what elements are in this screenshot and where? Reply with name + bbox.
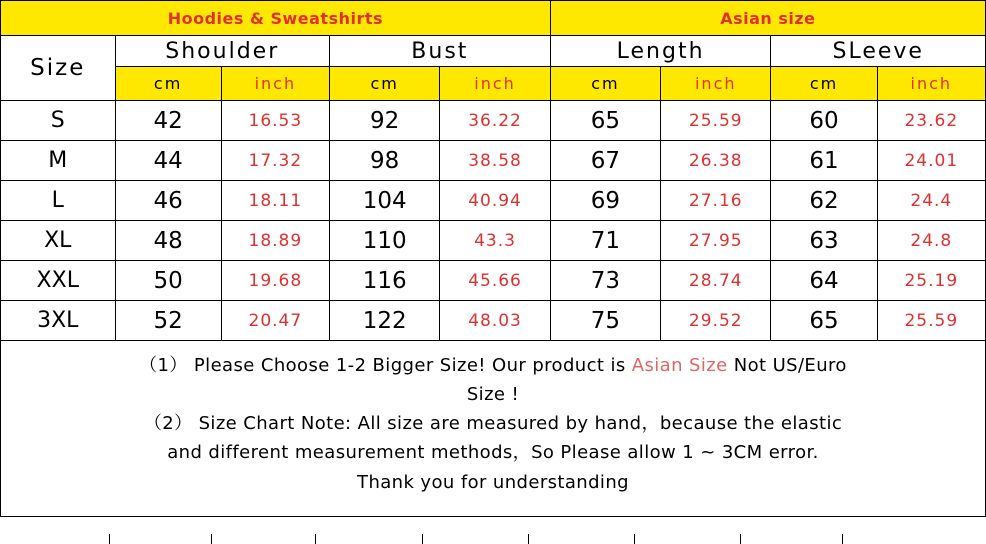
cell-bust-inch: 36.22 <box>440 101 550 141</box>
cell-sleeve-cm: 62 <box>771 181 877 221</box>
table-row <box>1 181 986 221</box>
cell-length-cm: 69 <box>550 181 660 221</box>
cell-sleeve-cm: 61 <box>771 141 877 181</box>
note-1-text-b: Not US/Euro <box>727 355 847 376</box>
cell-shoulder-cm: 44 <box>115 141 221 181</box>
cell-sleeve-cm: 64 <box>771 261 877 301</box>
cell-length-inch: 26.38 <box>661 141 771 181</box>
row-size-label: 3XL <box>1 301 116 341</box>
cell-shoulder-cm: 50 <box>115 261 221 301</box>
row-size-label: XXL <box>1 261 116 301</box>
table-row <box>1 221 986 261</box>
cell-length-inch: 27.16 <box>661 181 771 221</box>
banner-row <box>1 1 986 36</box>
header-group-bust: Bust <box>329 36 550 67</box>
header-group-sleeve: SLeeve <box>771 36 986 67</box>
cell-sleeve-inch: 25.19 <box>877 261 985 301</box>
cell-length-cm: 75 <box>550 301 660 341</box>
cell-sleeve-inch: 25.59 <box>877 301 985 341</box>
cell-bust-cm: 92 <box>329 101 439 141</box>
cell-sleeve-inch: 24.01 <box>877 141 985 181</box>
row-size-label: S <box>1 101 116 141</box>
unit-sleeve-inch: inch <box>877 67 985 101</box>
bottom-seg <box>315 534 421 544</box>
header-size: Size <box>1 36 116 101</box>
bottom-edge-strip <box>0 534 986 544</box>
bottom-seg <box>109 534 211 544</box>
cell-bust-cm: 98 <box>329 141 439 181</box>
bottom-seg <box>211 534 315 544</box>
cell-shoulder-cm: 52 <box>115 301 221 341</box>
cell-bust-inch: 45.66 <box>440 261 550 301</box>
note-line-4: and different measurement methods，So Please allow 1 ~ 3CM error. <box>167 442 819 464</box>
cell-shoulder-inch: 18.89 <box>221 221 329 261</box>
cell-sleeve-inch: 23.62 <box>877 101 985 141</box>
cell-bust-inch: 48.03 <box>440 301 550 341</box>
bottom-seg <box>842 534 986 544</box>
table-row <box>1 301 986 341</box>
cell-bust-inch: 43.3 <box>440 221 550 261</box>
unit-bust-inch: inch <box>440 67 550 101</box>
unit-length-inch: inch <box>661 67 771 101</box>
cell-shoulder-cm: 46 <box>115 181 221 221</box>
cell-shoulder-inch: 20.47 <box>221 301 329 341</box>
bottom-seg <box>528 534 634 544</box>
unit-shoulder-inch: inch <box>221 67 329 101</box>
note-1-text-a: （1） Please Choose 1-2 Bigger Size! Our product is <box>139 355 632 376</box>
cell-shoulder-inch: 16.53 <box>221 101 329 141</box>
header-group-shoulder: Shoulder <box>115 36 329 67</box>
cell-length-inch: 28.74 <box>661 261 771 301</box>
banner-title-right: Asian size <box>550 1 985 36</box>
cell-sleeve-cm: 63 <box>771 221 877 261</box>
note-line-2: Size ! <box>466 384 520 406</box>
cell-bust-inch: 38.58 <box>440 141 550 181</box>
table-row <box>1 101 986 141</box>
cell-shoulder-inch: 17.32 <box>221 141 329 181</box>
notes-block <box>0 341 986 517</box>
cell-bust-cm: 116 <box>329 261 439 301</box>
row-size-label: XL <box>1 221 116 261</box>
group-header-row <box>1 36 986 67</box>
cell-length-cm: 71 <box>550 221 660 261</box>
unit-row <box>1 67 986 101</box>
cell-sleeve-inch: 24.8 <box>877 221 985 261</box>
cell-bust-inch: 40.94 <box>440 181 550 221</box>
unit-shoulder-cm: cm <box>115 67 221 101</box>
table-row <box>1 261 986 301</box>
bottom-seg <box>0 534 109 544</box>
cell-shoulder-cm: 42 <box>115 101 221 141</box>
cell-length-inch: 29.52 <box>661 301 771 341</box>
unit-length-cm: cm <box>550 67 660 101</box>
unit-bust-cm: cm <box>329 67 439 101</box>
header-group-length: Length <box>550 36 771 67</box>
cell-length-cm: 67 <box>550 141 660 181</box>
cell-sleeve-cm: 65 <box>771 301 877 341</box>
note-line-1 <box>9 351 977 380</box>
cell-bust-cm: 104 <box>329 181 439 221</box>
unit-sleeve-cm: cm <box>771 67 877 101</box>
cell-length-inch: 25.59 <box>661 101 771 141</box>
bottom-seg <box>634 534 740 544</box>
cell-bust-cm: 110 <box>329 221 439 261</box>
cell-shoulder-cm: 48 <box>115 221 221 261</box>
banner-title-left: Hoodies & Sweatshirts <box>1 1 551 36</box>
cell-length-cm: 65 <box>550 101 660 141</box>
cell-shoulder-inch: 18.11 <box>221 181 329 221</box>
note-line-5: Thank you for understanding <box>357 471 629 493</box>
note-line-3: （2） Size Chart Note: All size are measured by hand，because the elastic <box>143 413 843 435</box>
row-size-label: L <box>1 181 116 221</box>
cell-sleeve-inch: 24.4 <box>877 181 985 221</box>
table-row <box>1 141 986 181</box>
cell-shoulder-inch: 19.68 <box>221 261 329 301</box>
cell-bust-cm: 122 <box>329 301 439 341</box>
cell-sleeve-cm: 60 <box>771 101 877 141</box>
bottom-seg <box>422 534 528 544</box>
cell-length-cm: 73 <box>550 261 660 301</box>
row-size-label: M <box>1 141 116 181</box>
bottom-seg <box>740 534 842 544</box>
note-1-emphasis: Asian Size <box>631 355 728 376</box>
cell-length-inch: 27.95 <box>661 221 771 261</box>
